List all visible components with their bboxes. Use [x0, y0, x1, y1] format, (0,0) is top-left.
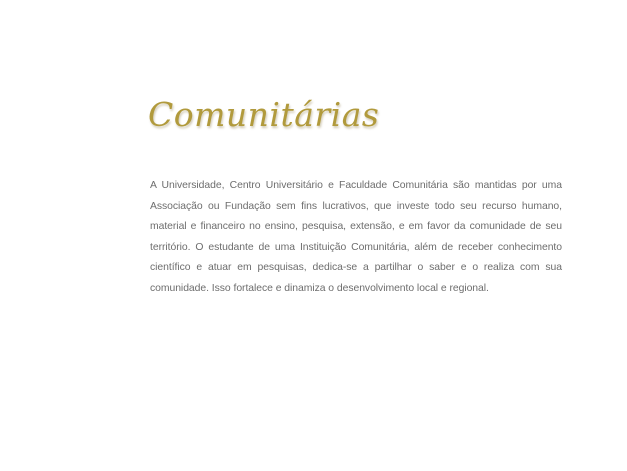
body-paragraph: A Universidade, Centro Universitário e Faculdade Comunitária são mantidas por uma Associação ou Fundação sem fins lucrativos, que investe todo seu recurso humano, material e financeiro no ensino, pesquisa, extensão, e em favor da comunidade de seu território. O estudante de uma Instituição Comunitária, além de receber conhecimento científico e atuar em pesquisas, dedica-se a partilhar o saber e o realiza com sua comunidade. Isso fortalece e dinamiza o desenvolvimento local e regional. [150, 180, 562, 294]
page-title: Comunitárias [148, 95, 380, 134]
